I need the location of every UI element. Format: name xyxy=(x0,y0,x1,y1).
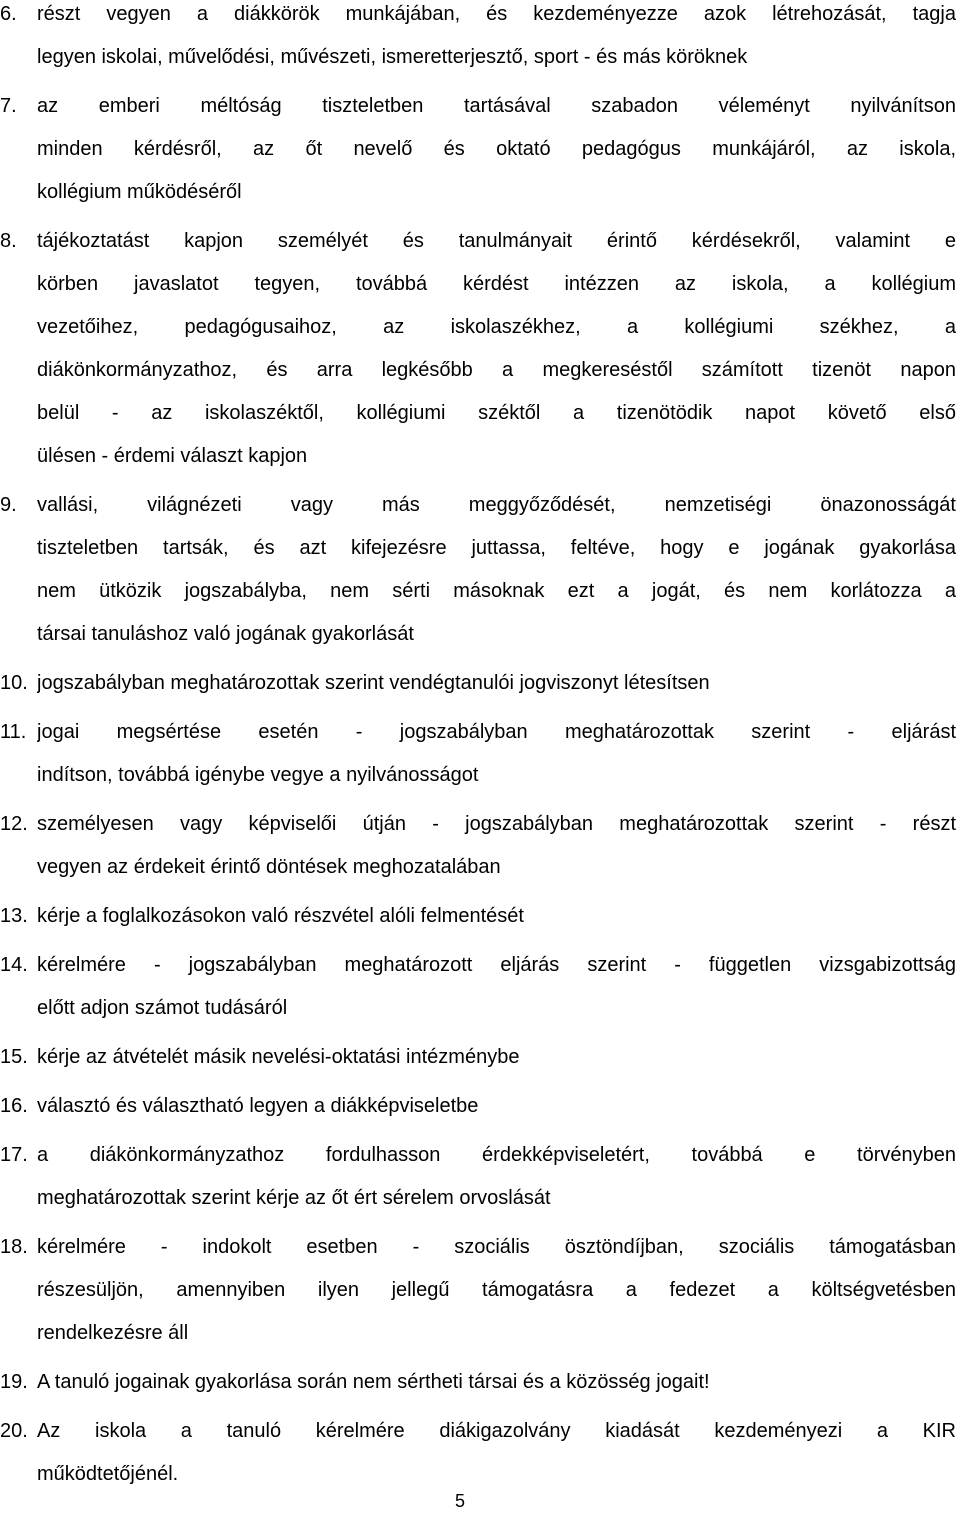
list-item-number: 12. xyxy=(0,813,28,835)
list-item-text-line: kérje az átvételét másik nevelési-oktatási intézménybe xyxy=(37,1046,520,1068)
list-item-text-line: választó és választható legyen a diákképviseletbe xyxy=(37,1095,479,1117)
list-item-text-line: belül - az iskolaszéktől, kollégiumi széktől a tizenötödik napot követő első xyxy=(37,402,956,424)
list-item-text-line: rendelkezésre áll xyxy=(37,1322,189,1344)
list-item-text-line: részesüljön, amennyiben ilyen jellegű támogatásra a fedezet a költségvetésben xyxy=(37,1279,956,1301)
list-item-number: 14. xyxy=(0,954,28,976)
list-item-text-line: legyen iskolai, művelődési, művészeti, ismeretterjesztő, sport - és más köröknek xyxy=(37,46,748,68)
list-item-number: 15. xyxy=(0,1046,28,1068)
list-item-text-line: jogszabályban meghatározottak szerint vendégtanulói jogviszonyt létesítsen xyxy=(37,672,710,694)
list-item xyxy=(0,662,960,705)
list-item-number: 6. xyxy=(0,3,17,25)
list-item-text-line: társai tanuláshoz való jogának gyakorlását xyxy=(37,623,414,645)
list-item xyxy=(0,1410,960,1496)
list-item-text-line: indítson, továbbá igénybe vegye a nyilvánosságot xyxy=(37,764,479,786)
list-item-text-line: minden kérdésről, az őt nevelő és oktató pedagógus munkájáról, az iskola, xyxy=(37,138,956,160)
list-item-text-line: az emberi méltóság tiszteletben tartásával szabadon véleményt nyilvánítson xyxy=(37,95,956,117)
list-item xyxy=(0,1036,960,1079)
list-item-number: 8. xyxy=(0,230,17,252)
list-item xyxy=(0,220,960,478)
list-item-text-line: tájékoztatást kapjon személyét és tanulmányait érintő kérdésekről, valamint e xyxy=(37,230,956,252)
list-item-number: 10. xyxy=(0,672,28,694)
list-item-number: 11. xyxy=(0,721,27,743)
list-item xyxy=(0,1134,960,1220)
list-item xyxy=(0,1085,960,1128)
list-item-text-line: kérelmére - jogszabályban meghatározott eljárás szerint - független vizsgabizottság xyxy=(37,954,956,976)
list-item-text-line: személyesen vagy képviselői útján - jogszabályban meghatározottak szerint - részt xyxy=(37,813,956,835)
list-item-text-line: diákönkormányzathoz, és arra legkésőbb a megkereséstől számított tizenöt napon xyxy=(37,359,956,381)
list-item-number: 7. xyxy=(0,95,17,117)
list-item-text-line: kérelmére - indokolt esetben - szociális ösztöndíjban, szociális támogatásban xyxy=(37,1236,956,1258)
list-item-text-line: meghatározottak szerint kérje az őt ért sérelem orvoslását xyxy=(37,1187,551,1209)
list-item-number: 19. xyxy=(0,1371,28,1393)
list-item-text-line: a diákönkormányzathoz fordulhasson érdekképviseletért, továbbá e törvényben xyxy=(37,1144,956,1166)
list-item xyxy=(0,711,960,797)
list-item-text-line: ülésen - érdemi választ kapjon xyxy=(37,445,308,467)
page-number: 5 xyxy=(454,1491,465,1511)
list-item xyxy=(0,1361,960,1404)
list-item-number: 20. xyxy=(0,1420,28,1442)
list-item-text-line: nem ütközik jogszabályba, nem sérti másoknak ezt a jogát, és nem korlátozza a xyxy=(37,580,956,602)
list-item-number: 9. xyxy=(0,494,17,516)
list-item-number: 16. xyxy=(0,1095,28,1117)
list-item xyxy=(0,895,960,938)
list-item-number: 18. xyxy=(0,1236,28,1258)
list-item-text-line: A tanuló jogainak gyakorlása során nem sértheti társai és a közösség jogait! xyxy=(37,1371,710,1393)
list-item-text-line: részt vegyen a diákkörök munkájában, és kezdeményezze azok létrehozását, tagja xyxy=(37,3,956,25)
list-item-text-line: kérje a foglalkozásokon való részvétel alóli felmentését xyxy=(37,905,524,927)
list-item-text-line: kollégium működéséről xyxy=(37,181,242,203)
list-item xyxy=(0,803,960,889)
list-item-text-line: körben javaslatot tegyen, továbbá kérdést intézzen az iskola, a kollégium xyxy=(37,273,956,295)
list-item xyxy=(0,484,960,656)
list-item-text-line: tiszteletben tartsák, és azt kifejezésre juttassa, feltéve, hogy e jogának gyakorlása xyxy=(37,537,956,559)
list-item-number: 13. xyxy=(0,905,28,927)
list-item-text-line: működtetőjénél. xyxy=(37,1463,179,1485)
list-item-text-line: vezetőihez, pedagógusaihoz, az iskolaszékhez, a kollégiumi székhez, a xyxy=(37,316,956,338)
list-item-number: 17. xyxy=(0,1144,28,1166)
list-item xyxy=(0,1226,960,1355)
list-item-text-line: vegyen az érdekeit érintő döntések meghozatalában xyxy=(37,856,501,878)
list-item-text-line: jogai megsértése esetén - jogszabályban meghatározottak szerint - eljárást xyxy=(37,721,956,743)
list-item-text-line: Az iskola a tanuló kérelmére diákigazolvány kiadását kezdeményezi a KIR xyxy=(37,1420,956,1442)
list-item xyxy=(0,944,960,1030)
list-item xyxy=(0,0,960,79)
list-item xyxy=(0,85,960,214)
list-item-text-line: előtt adjon számot tudásáról xyxy=(37,997,288,1019)
list-item-text-line: vallási, világnézeti vagy más meggyőződését, nemzetiségi önazonosságát xyxy=(37,494,956,516)
